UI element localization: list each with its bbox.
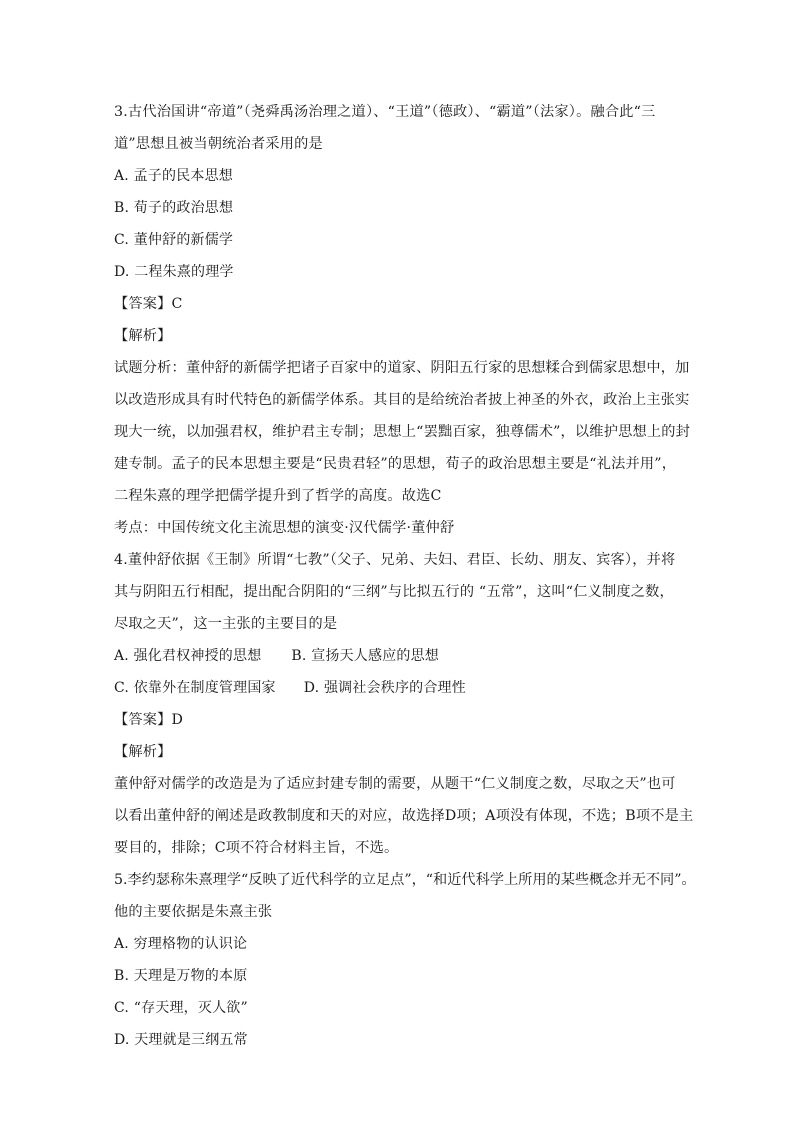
question-stem: 尽取之天”，这一主张的主要目的是 [114, 616, 338, 632]
option-a: A. 穷理格物的认识论 [114, 936, 248, 952]
option-a: A. 孟子的民本思想 [114, 168, 234, 184]
question-4 [114, 544, 694, 864]
option-row [114, 672, 684, 704]
option-row [114, 640, 684, 672]
option-b: B. 宣扬天人感应的思想 [291, 648, 440, 664]
question-stem: 4.董仲舒依据《王制》所谓“七教”（父子、兄弟、夫妇、君臣、长幼、朋友、宾客），并将 [114, 552, 676, 568]
analysis-text: 建专制。孟子的民本思想主要是“民贵君轻”的思想，荀子的政治思想主要是“礼法并用”， [114, 456, 677, 472]
analysis-text: 要目的，排除；C项不符合材料主旨，不选。 [114, 840, 399, 856]
document-page [114, 96, 696, 1056]
question-stem: 3.古代治国讲“帝道”（尧舜禹汤治理之道）、“王道”（德政）、“霸道”（法家）。融合此“三 [114, 104, 656, 120]
analysis-text: 试题分析：董仲舒的新儒学把诸子百家中的道家、阴阳五行家的思想糅合到儒家思想中，加 [114, 360, 690, 376]
option-d: D. 二程朱熹的理学 [114, 264, 234, 280]
analysis-label: 【解析】 [114, 328, 172, 344]
analysis-text: 以看出董仲舒的阐述是政教制度和天的对应，故选择D项；A项没有体现，不选；B项不是主 [114, 808, 694, 824]
option-c: C. 依靠外在制度管理国家 [114, 680, 276, 696]
analysis-text: 现大一统，以加强君权，维护君主专制；思想上“罢黜百家，独尊儒术”，以维护思想上的封 [114, 424, 691, 440]
analysis-text: 以改造形成具有时代特色的新儒学体系。其目的是给统治者披上神圣的外衣，政治上主张实 [114, 392, 690, 408]
question-5 [114, 864, 696, 1056]
option-d: D. 天理就是三纲五常 [114, 1032, 248, 1048]
answer: 【答案】D [114, 712, 184, 728]
analysis-text: 董仲舒对儒学的改造是为了适应封建专制的需要，从题干“仁义制度之数，尽取之天”也可 [114, 776, 676, 792]
option-c: C. 董仲舒的新儒学 [114, 232, 234, 248]
question-3 [114, 96, 691, 544]
option-d: D. 强调社会秩序的合理性 [303, 680, 466, 696]
option-c: C. “存天理，灭人欲” [114, 1000, 248, 1016]
question-stem: 其与阴阳五行相配，提出配合阴阳的“三纲”与比拟五行的 “五常”，这叫“仁义制度之数， [114, 584, 674, 600]
option-b: B. 荀子的政治思想 [114, 200, 234, 216]
option-b: B. 天理是万物的本原 [114, 968, 248, 984]
analysis-label: 【解析】 [114, 744, 172, 760]
question-stem: 他的主要依据是朱熹主张 [114, 904, 273, 920]
analysis-text: 二程朱熹的理学把儒学提升到了哲学的高度。故选C [114, 488, 442, 504]
question-stem: 道”思想且被当朝统治者采用的是 [114, 136, 323, 152]
option-a: A. 强化君权神授的思想 [114, 648, 262, 664]
kaodian: 考点：中国传统文化主流思想的演变·汉代儒学·董仲舒 [114, 520, 455, 536]
answer: 【答案】C [114, 296, 183, 312]
question-stem: 5.李约瑟称朱熹理学“反映了近代科学的立足点”，“和近代科学上所用的某些概念并无不同”。 [114, 872, 696, 888]
